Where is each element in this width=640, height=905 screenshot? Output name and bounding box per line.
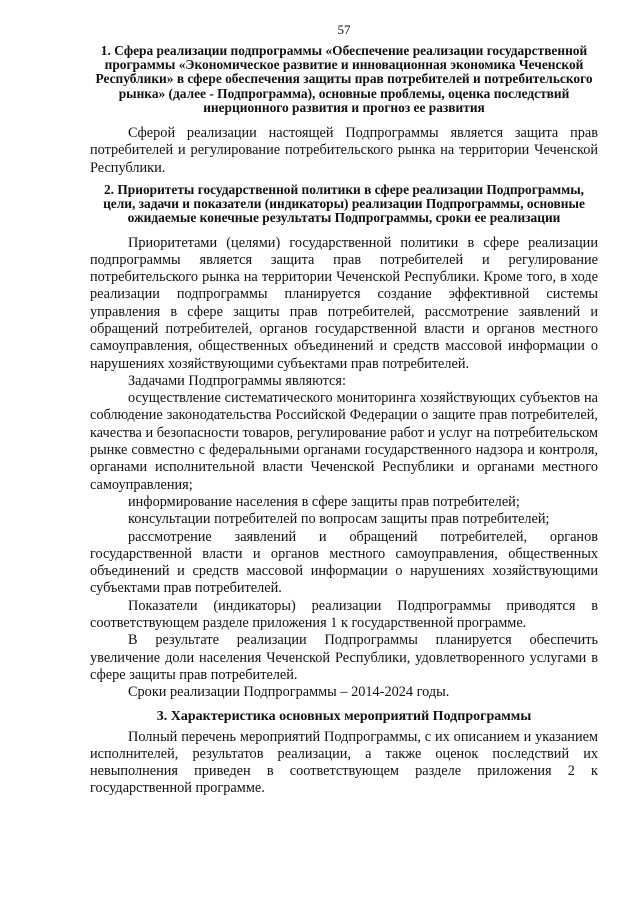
section-2-paragraph-indicators: Показатели (индикаторы) реализации Подпрограммы приводятся в соответствующем разделе приложения 1 к государственной программе. (90, 597, 598, 632)
section-2-task-informing: информирование населения в сфере защиты прав потребителей; (128, 493, 520, 510)
section-3-heading: 3. Характеристика основных мероприятий Подпрограммы (156, 708, 532, 724)
section-2-task-monitoring: осуществление систематического мониторинга хозяйствующих субъектов на соблюдение законодательства Российской Федерации о защите прав потребителей, качества и безопасности товаров, регулирование работ и услуг на потребительском рынке совместно с федеральными органами государственного надзора и контроля, органами исполнительной власти Чеченской Республики и органами местного самоуправления; (90, 390, 598, 493)
section-2-paragraph-results: В результате реализации Подпрограммы планируется обеспечить увеличение доли населения Чеченской Республики, удовлетворенного услугами в сфере защиты прав потребителей. (90, 632, 598, 683)
section-2-task-reviewing: рассмотрение заявлений и обращений потребителей, органов государственной власти и органов местного самоуправления, общественных объединений и средств массовой информации о нарушениях хозяйствующими субъектами прав потребителей. (90, 528, 598, 597)
section-1-heading: 1. Сфера реализации подпрограммы «Обеспечение реализации государственной программы «Экономическое развитие и инновационная экономика Чеченской Республики» в сфере обеспечения защиты прав потребителей и потребительского рынка» (далее - Подпрограмма), основные проблемы, оценка последствий инерционного развития и прогноз ее развития (95, 43, 593, 115)
section-2-heading: 2. Приоритеты государственной политики в сфере реализации Подпрограммы, цели, задачи и показатели (индикаторы) реализации Подпрограммы, основные ожидаемые конечные результаты Подпрограммы, сроки ее реализации (103, 181, 585, 226)
document-page (90, 22, 598, 798)
section-2-task-consulting: консультации потребителей по вопросам защиты прав потребителей; (128, 511, 550, 528)
page-number: 57 (337, 22, 351, 37)
section-1-paragraph: Сферой реализации настоящей Подпрограммы является защита прав потребителей и регулирование потребительского рынка на территории Чеченской Республики. (90, 125, 598, 176)
section-3-paragraph: Полный перечень мероприятий Подпрограммы, с их описанием и указанием исполнителей, результатов реализации, а также оценок последствий их невыполнения приведен в соответствующем разделе приложения 2 к государственной программе. (90, 728, 598, 797)
section-2-paragraph-timeline: Сроки реализации Подпрограммы – 2014-2024 годы. (128, 684, 450, 701)
section-2-paragraph-tasks-intro: Задачами Подпрограммы являются: (128, 372, 346, 389)
section-2-paragraph-priorities: Приоритетами (целями) государственной политики в сфере реализации подпрограммы является защита прав потребителей и регулирование потребительского рынка на территории Чеченской Республики. Кроме того, в ходе реализации подпрограммы планируется создание эффективной системы управления в сфере защиты прав потребителей, рассмотрение заявлений и обращений потребителей, органов государственной власти и органов местного самоуправления, общественных объединений и средств массовой информации о нарушениях хозяйствующими субъектами прав потребителей. (90, 234, 598, 372)
